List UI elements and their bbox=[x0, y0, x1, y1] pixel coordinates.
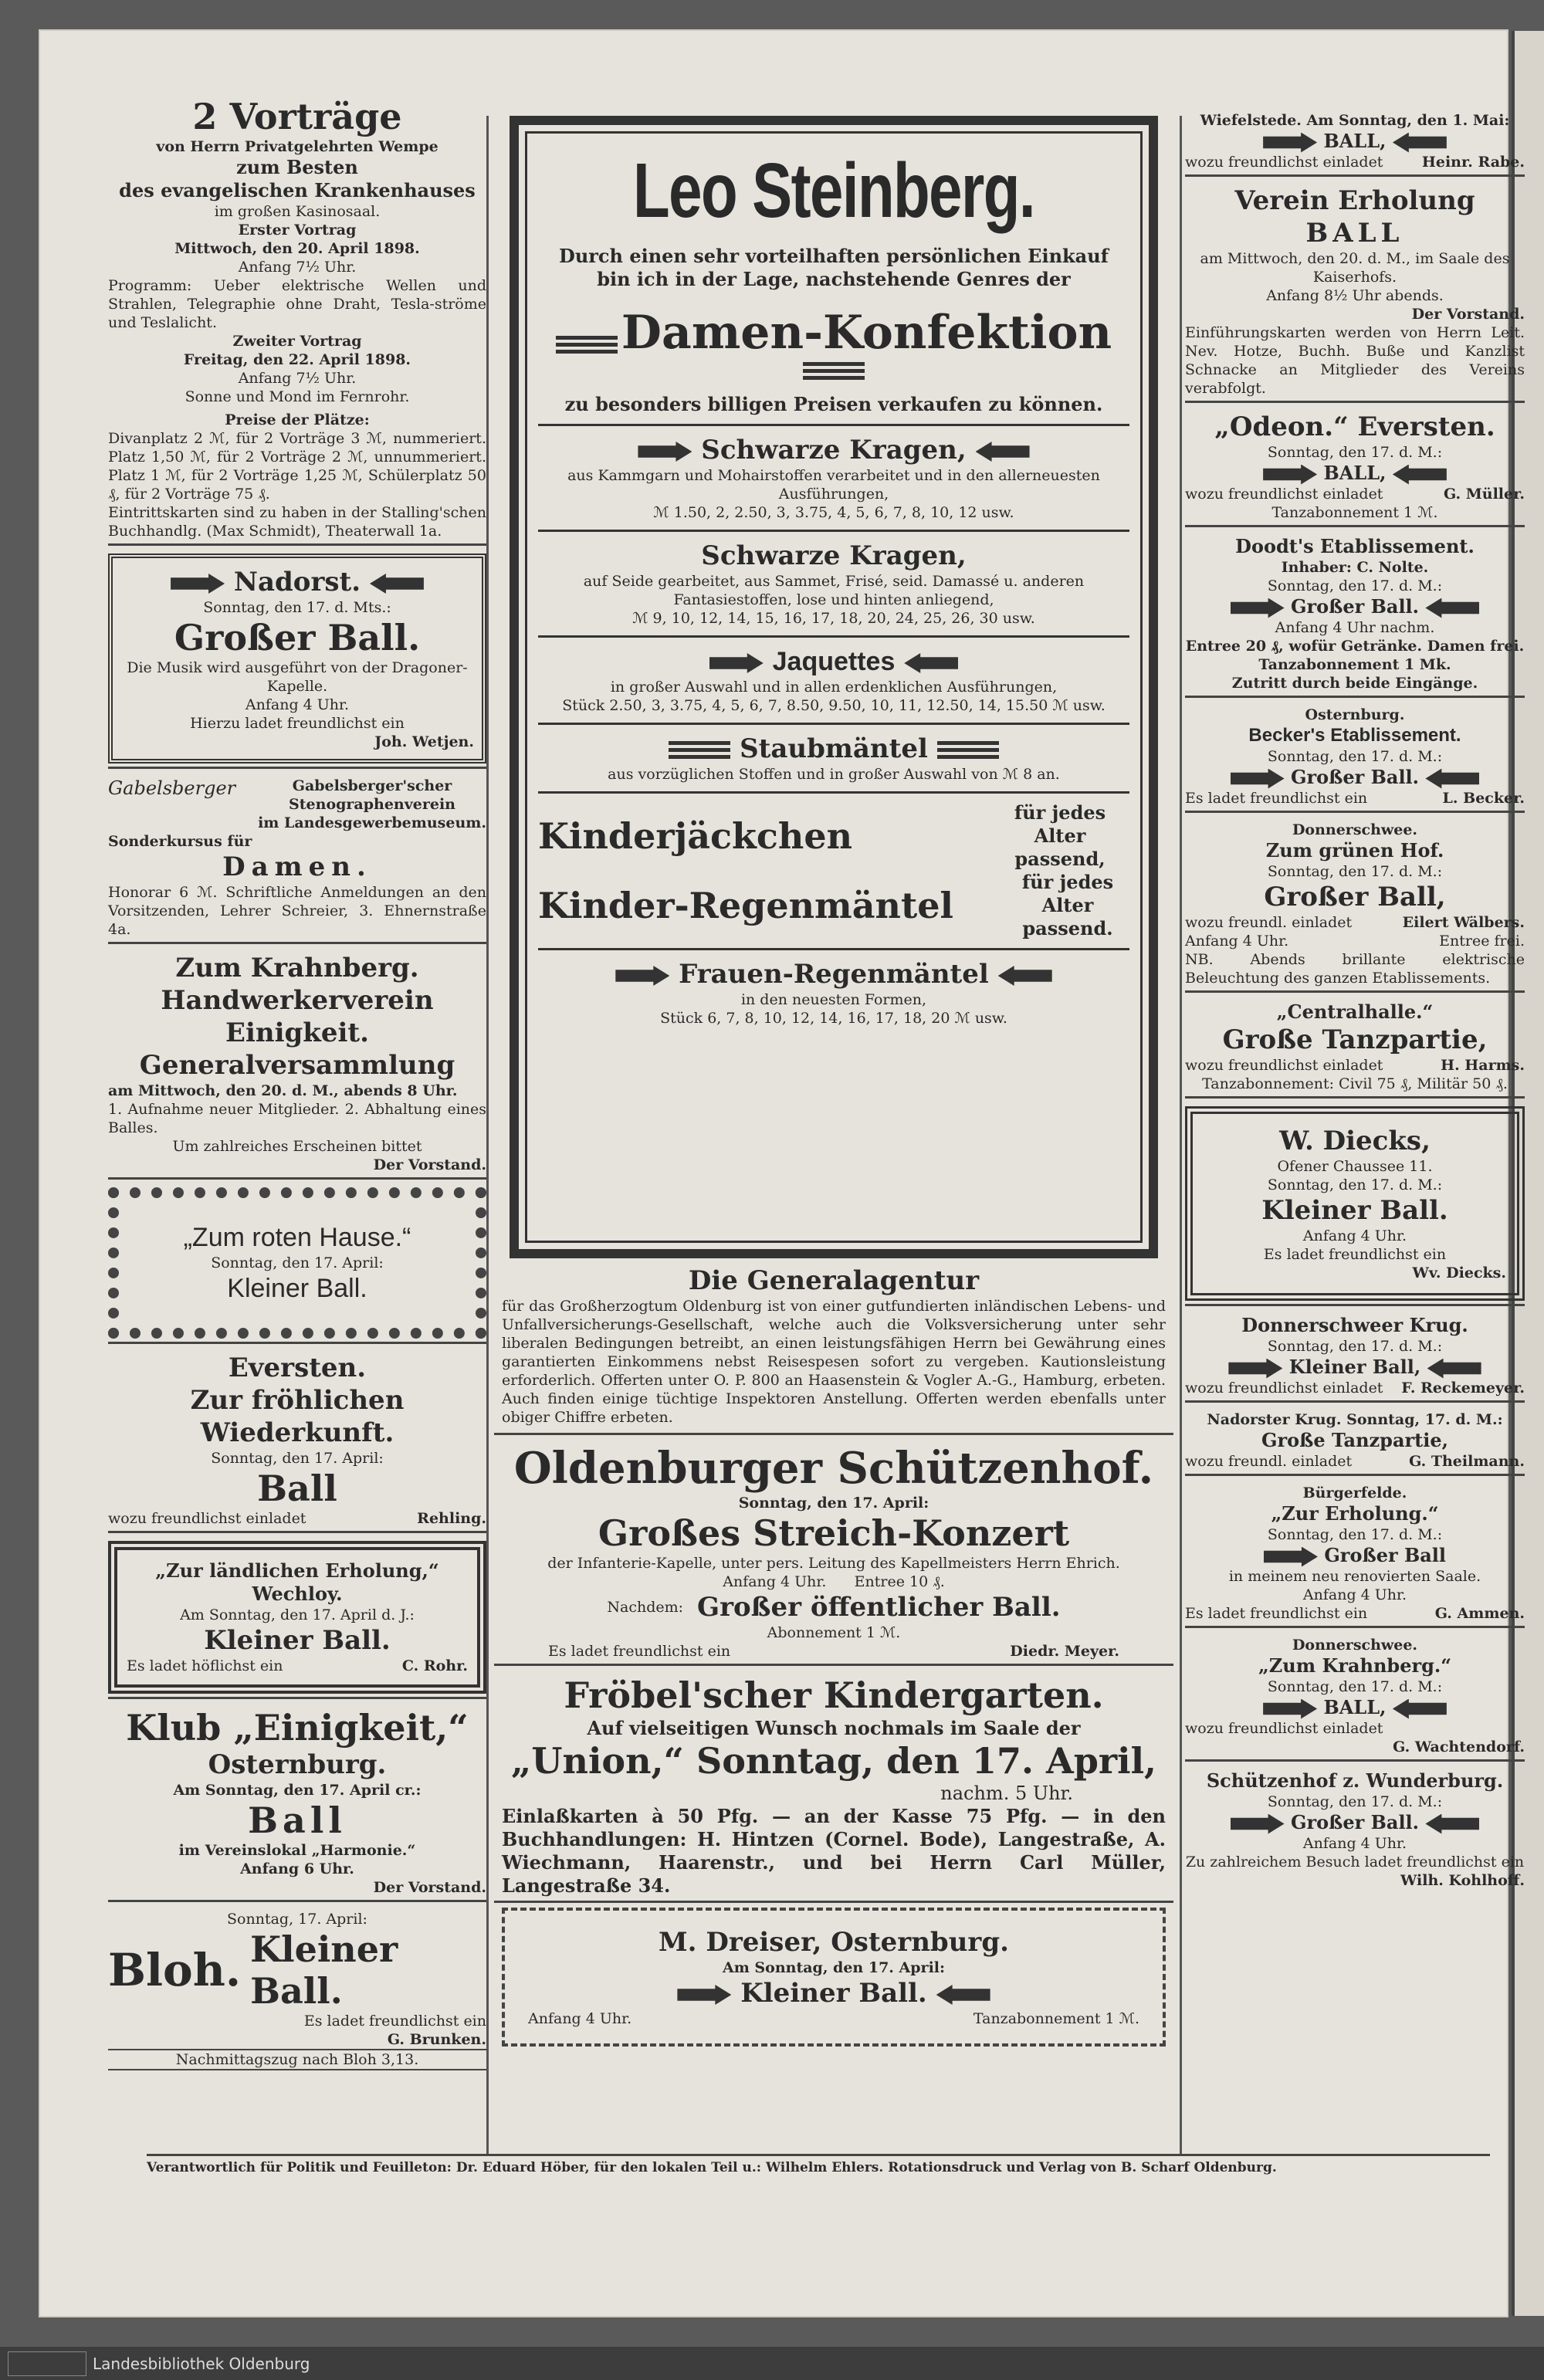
ad-line: Anfang 8½ Uhr abends. bbox=[1266, 287, 1444, 304]
ad-event: Große Tanzpartie, bbox=[1261, 1429, 1448, 1451]
ad-line: Es ladet freundlichst ein bbox=[1263, 1246, 1447, 1263]
library-name: Landesbibliothek Oldenburg bbox=[93, 2355, 310, 2373]
ad-laendlich bbox=[108, 1538, 486, 1699]
shorthand-signature: Gabelsberger bbox=[108, 777, 236, 799]
ad-line: Preise der Plätze: bbox=[225, 411, 370, 428]
ad-line: Entree frei. bbox=[1439, 933, 1525, 950]
ad-line: Entree 10 ₰. bbox=[854, 1573, 945, 1590]
ad-line: Handwerkerverein Einigkeit. bbox=[161, 985, 434, 1048]
ad-event: Ball bbox=[257, 1468, 337, 1509]
ad-event: Großer Ball. bbox=[1290, 1811, 1420, 1833]
ad-wunderburg bbox=[1185, 1766, 1525, 1893]
ad-title: „Zum Krahnberg.“ bbox=[1258, 1654, 1452, 1677]
pointing-hand-icon bbox=[1425, 1814, 1479, 1834]
ad-title: Verein Erholung bbox=[1234, 185, 1475, 216]
ad-froebel bbox=[494, 1671, 1173, 1903]
item-prices: Stück 6, 7, 8, 10, 12, 14, 16, 17, 18, 20 ℳ usw. bbox=[660, 1010, 1007, 1027]
ad-text: Eintrittskarten sind zu haben in der Stalling'schen Buchhandlg. (Max Schmidt), Theaterwall 1a. bbox=[108, 504, 486, 540]
ad-line: Gabelsberger'scher bbox=[292, 777, 452, 794]
ad-text: NB. Abends brillante elektrische Beleuchtung des ganzen Etablissements. bbox=[1185, 951, 1525, 987]
ad-title: „Zur ländlichen Erholung,“ bbox=[155, 1559, 439, 1582]
right-column bbox=[1185, 108, 1525, 1898]
ad-title: W. Diecks, bbox=[1279, 1126, 1431, 1156]
ad-rotenhause bbox=[108, 1184, 486, 1344]
ad-text: Programm: Ueber elektrische Wellen und Strahlen, Telegraphie ohne Draht, Tesla-ströme und Teslalicht. bbox=[108, 277, 486, 331]
ad-line: Zutritt durch beide Eingänge. bbox=[1231, 675, 1478, 692]
ad-event: Großer Ball, bbox=[1264, 882, 1446, 912]
ad-line: Stenographenverein bbox=[289, 796, 455, 813]
column-rule-left bbox=[486, 116, 489, 2154]
item-block bbox=[538, 725, 1129, 794]
pointing-hand-icon bbox=[1393, 465, 1447, 485]
ad-place: Bürgerfelde. bbox=[1302, 1485, 1407, 1501]
ad-event: Großer öffentlicher Ball. bbox=[697, 1592, 1061, 1623]
ad-line: Sonntag, den 17. April: bbox=[211, 1450, 384, 1467]
ad-host: Der Vorstand. bbox=[1411, 306, 1525, 323]
ad-line: Tanzabonnement 1 ℳ. bbox=[1271, 504, 1438, 521]
ad-title: Zum Krahnberg. bbox=[175, 953, 419, 983]
pointing-hand-icon bbox=[936, 1985, 990, 2005]
ad-erholung bbox=[1185, 181, 1525, 403]
pointing-hand-icon bbox=[709, 653, 764, 673]
ad-title: „Zum roten Hause.“ bbox=[183, 1223, 411, 1252]
ad-line: Nachmittagszug nach Bloh 3,13. bbox=[108, 2049, 486, 2070]
ad-line: Erster Vortrag bbox=[238, 222, 357, 239]
ad-host: H. Harms. bbox=[1441, 1057, 1525, 1074]
ad-line: wozu freundlichst einladet bbox=[1185, 486, 1383, 503]
pointing-hand-icon bbox=[677, 1985, 731, 2005]
ad-event: Großer Ball bbox=[1324, 1544, 1447, 1566]
ad-event: Ball bbox=[248, 1799, 347, 1841]
ad-host: G. Theilmann. bbox=[1409, 1453, 1525, 1470]
ad-line: Entree 20 ₰, wofür Getränke. Damen frei. bbox=[1185, 638, 1525, 655]
item-desc: in den neuesten Formen, bbox=[740, 991, 927, 1008]
item-title: Frauen-Regenmäntel bbox=[679, 959, 989, 990]
ad-line: Sonntag, den 17. April: bbox=[738, 1495, 929, 1512]
ad-event: BALL, bbox=[1323, 462, 1387, 484]
ad-host: Rehling. bbox=[417, 1510, 486, 1527]
item-title: Schwarze Kragen, bbox=[701, 540, 967, 571]
item-block-kinder bbox=[538, 794, 1129, 950]
pointing-hand-icon bbox=[1264, 1547, 1318, 1567]
ad-line: Auf vielseitigen Wunsch nochmals im Saale der bbox=[587, 1717, 1081, 1739]
ad-host: G. Ammen. bbox=[1434, 1605, 1525, 1622]
ad-host: G. Müller. bbox=[1443, 486, 1525, 503]
ad-text: Die Musik wird ausgeführt von der Dragoner-Kapelle. bbox=[127, 659, 468, 695]
ad-host: C. Rohr. bbox=[401, 1657, 468, 1674]
ad-line: Anfang 4 Uhr nachm. bbox=[1275, 619, 1435, 636]
ad-title: 2 Vorträge bbox=[192, 96, 402, 137]
ad-line: Zu zahlreichem Besuch ladet freundlichst ein bbox=[1185, 1854, 1525, 1870]
ad-title: Schützenhof z. Wunderburg. bbox=[1206, 1769, 1504, 1792]
pointing-hand-icon bbox=[1228, 1359, 1282, 1379]
ad-title: „Odeon.“ Eversten. bbox=[1214, 411, 1495, 442]
item-title: Schwarze Kragen, bbox=[701, 435, 967, 466]
ad-krahnberg2 bbox=[1185, 1633, 1525, 1762]
ad-title: Klub „Einigkeit,“ bbox=[126, 1707, 469, 1749]
ad-line: wozu freundlichst einladet bbox=[1185, 1720, 1383, 1737]
ad-event: Großer Ball. bbox=[174, 617, 421, 658]
ad-line: Am Sonntag, den 17. April d. J.: bbox=[180, 1606, 415, 1623]
pointing-hand-icon bbox=[1231, 769, 1285, 789]
pointing-hand-icon bbox=[998, 966, 1052, 986]
ad-host: Der Vorstand. bbox=[373, 1156, 486, 1173]
ad-generalagentur bbox=[494, 1258, 1173, 1435]
ad-line: Anfang 4 Uhr. bbox=[528, 2010, 632, 2027]
ad-title: Zum grünen Hof. bbox=[1265, 839, 1444, 862]
ad-line: Sonntag, den 17. d. M.: bbox=[1267, 1793, 1443, 1810]
ad-title: Die Generalagentur bbox=[688, 1265, 980, 1296]
pointing-hand-icon bbox=[615, 966, 669, 986]
ad-line: zum Besten bbox=[236, 156, 358, 178]
ad-event: Damen. bbox=[222, 851, 372, 882]
ad-event: Kleiner Ball. bbox=[1261, 1195, 1448, 1226]
pointing-hand-icon bbox=[370, 574, 424, 594]
ad-schuetzenhof bbox=[494, 1440, 1173, 1666]
ad-place: Eversten. bbox=[228, 1353, 367, 1383]
ad-line: Anfang 4 Uhr. bbox=[723, 1573, 827, 1590]
ad-steno bbox=[108, 774, 486, 944]
ad-title: Leo Steinberg. bbox=[633, 147, 1034, 234]
ad-event: Kleiner Ball. bbox=[227, 1274, 367, 1303]
item-prices: ℳ 1.50, 2, 2.50, 3, 3.75, 4, 5, 6, 7, 8, 10, 12 usw. bbox=[653, 504, 1014, 521]
ad-host: Heinr. Rabe. bbox=[1421, 154, 1525, 171]
ad-host: Joh. Wetjen. bbox=[374, 733, 474, 750]
bars-ornament-icon bbox=[803, 362, 865, 381]
ad-event: BALL bbox=[1305, 218, 1404, 249]
pointing-hand-icon bbox=[1393, 1699, 1447, 1719]
ad-event: Kleiner Ball, bbox=[1288, 1356, 1421, 1378]
ad-line: Abonnement 1 ℳ. bbox=[767, 1624, 901, 1641]
ad-text: zu besonders billigen Preisen verkaufen zu können. bbox=[538, 393, 1129, 426]
ad-eversten bbox=[108, 1349, 486, 1533]
ad-line: Nachdem: bbox=[607, 1599, 684, 1616]
column-rule-right bbox=[1180, 116, 1182, 2154]
item-block bbox=[538, 532, 1129, 638]
pointing-hand-icon bbox=[171, 574, 225, 594]
ad-line: Sonntag, den 17. d. M.: bbox=[1267, 1526, 1443, 1543]
ad-line: Tanzabonnement 1 Mk. bbox=[1258, 656, 1451, 673]
ad-wiefelstede bbox=[1185, 108, 1525, 177]
ad-dreiser bbox=[502, 1908, 1166, 2047]
ad-text: der Infanterie-Kapelle, unter pers. Leitung des Kapellmeisters Herrn Ehrich. bbox=[547, 1555, 1120, 1572]
ad-text: Durch einen sehr vorteilhaften persönlichen Einkauf bin ich in der Lage, nachstehende Genres der bbox=[559, 245, 1109, 290]
ad-line: Es ladet freundlichst ein bbox=[1185, 790, 1368, 807]
ad-title: Becker's Etablissement. bbox=[1248, 725, 1461, 746]
ad-host: G. Brunken. bbox=[387, 2031, 486, 2048]
ad-line: Anfang 4 Uhr. bbox=[1185, 933, 1289, 950]
ad-place: Osternburg. bbox=[1305, 706, 1405, 723]
ad-place: Osternburg. bbox=[208, 1749, 387, 1780]
ad-line: wozu freundl. einladet bbox=[1185, 1453, 1353, 1470]
ad-line: Tanzabonnement: Civil 75 ₰, Militär 50 ₰. bbox=[1202, 1075, 1508, 1092]
pointing-hand-icon bbox=[638, 442, 692, 462]
ad-line: Am Sonntag, den 17. April cr.: bbox=[173, 1782, 422, 1799]
ad-text: Einführungskarten werden von Herrn Leit. Nev. Hotze, Buchh. Buße und Kanzlist Schnacke an Mitglieder des Vereins verabfolgt. bbox=[1185, 324, 1525, 397]
ad-host: G. Wachtendorf. bbox=[1393, 1738, 1525, 1755]
ad-line: Anfang 7½ Uhr. bbox=[238, 370, 357, 387]
ad-buergerfelde bbox=[1185, 1481, 1525, 1628]
ad-line: Inhaber: C. Nolte. bbox=[1281, 559, 1429, 576]
ad-line: des evangelischen Krankenhauses bbox=[119, 179, 476, 201]
ad-line: in meinem neu renovierten Saale. bbox=[1228, 1568, 1481, 1585]
ad-line: Freitag, den 22. April 1898. bbox=[183, 351, 411, 368]
item-title: Staubmäntel bbox=[740, 733, 928, 764]
ad-host: Wv. Diecks. bbox=[1412, 1264, 1506, 1281]
ad-krahnberg bbox=[108, 949, 486, 1180]
ad-event: „Union,“ Sonntag, den 17. April, bbox=[510, 1740, 1157, 1782]
ad-klub bbox=[108, 1704, 486, 1902]
ad-line: Wiefelstede. Am Sonntag, den 1. Mai: bbox=[1200, 112, 1510, 129]
ad-line: Anfang 7½ Uhr. bbox=[238, 259, 357, 276]
ad-host: Der Vorstand. bbox=[373, 1879, 486, 1896]
ad-text: für das Großherzogtum Oldenburg ist von einer gutfundierten inländischen Lebens- und Unfallversicherungs-Gesellschaft, welche auch die Volksversicherung unter sehr liberalen Bedingungen betreibt, an einen leistungsfähigen Herrn bei Gewährung eines garantierten Einkommens nebst Reisespesen sofort zu vergeben. Kautionsleistung erforderlich. Offerten unter O. P. 800 an Haasenstein & Vogler A.-G., Hamburg, erbeten. Auch finden einige tüchtige Inspektoren Anstellung. Offerten werden ebenfalls unter obiger Chiffre erbeten. bbox=[502, 1298, 1166, 1426]
ad-becker bbox=[1185, 702, 1525, 813]
item-title: Kinder-Regenmäntel bbox=[538, 885, 953, 926]
ad-host: Diedr. Meyer. bbox=[1010, 1643, 1119, 1660]
ad-line: Anfang 4 Uhr. bbox=[1302, 1227, 1407, 1244]
ad-title: „Zur Erholung.“ bbox=[1271, 1502, 1439, 1525]
ad-line: Zweiter Vortrag bbox=[232, 333, 362, 350]
ad-line: Sonntag, den 17. d. M.: bbox=[1267, 577, 1443, 594]
ad-event: Großer Ball. bbox=[1290, 595, 1420, 618]
item-desc: in großer Auswahl und in allen erdenklichen Ausführungen, bbox=[610, 679, 1058, 696]
ad-line: Sonntag, den 17. d. M.: bbox=[1267, 1338, 1443, 1355]
ad-line: Mittwoch, den 20. April 1898. bbox=[174, 240, 420, 257]
item-title: Jaquettes bbox=[772, 647, 896, 676]
ad-place: Donnerschwee. bbox=[1292, 821, 1418, 838]
item-title: Kinderjäckchen bbox=[538, 815, 853, 857]
ad-line: im Vereinslokal „Harmonie.“ bbox=[178, 1842, 416, 1859]
ad-event: Kleiner Ball. bbox=[250, 1928, 398, 2012]
ad-centralhalle bbox=[1185, 997, 1525, 1099]
ad-host: L. Becker. bbox=[1442, 790, 1525, 807]
ad-doodt bbox=[1185, 532, 1525, 698]
pointing-hand-icon bbox=[1231, 1814, 1285, 1834]
pointing-hand-icon bbox=[976, 442, 1030, 462]
ad-line: Anfang 4 Uhr. bbox=[1302, 1586, 1407, 1603]
ad-place: Donnerschwee. bbox=[1292, 1637, 1418, 1654]
ad-line: Sonntag, 17. April: bbox=[227, 1911, 367, 1928]
ad-line: Sonntag, den 17. d. Mts.: bbox=[203, 599, 391, 616]
left-column bbox=[108, 93, 486, 2078]
bars-ornament-icon bbox=[937, 741, 999, 760]
ad-diecks bbox=[1185, 1103, 1525, 1306]
ad-line: am Mittwoch, den 20. d. M., abends 8 Uhr. bbox=[108, 1082, 458, 1099]
ad-line: wozu freundlichst einladet bbox=[1185, 154, 1383, 171]
ad-event: Große Tanzpartie, bbox=[1222, 1024, 1488, 1055]
ad-line: am Mittwoch, den 20. d. M., im Saale des Kaiserhofs. bbox=[1200, 250, 1510, 286]
ad-text: 1. Aufnahme neuer Mitglieder. 2. Abhaltung eines Balles. bbox=[108, 1101, 486, 1136]
ad-line: wozu freundlichst einladet bbox=[1185, 1380, 1383, 1397]
pointing-hand-icon bbox=[1263, 1699, 1317, 1719]
item-desc: aus vorzüglichen Stoffen und in großer Auswahl von ℳ 8 an. bbox=[608, 766, 1060, 783]
ad-line: Anfang 4 Uhr. bbox=[1302, 1835, 1407, 1852]
bars-ornament-icon bbox=[556, 336, 618, 354]
ad-line: Tanzabonnement 1 ℳ. bbox=[973, 2010, 1139, 2027]
ad-line: Sonntag, den 17. d. M.: bbox=[1267, 748, 1443, 765]
ad-title: „Centralhalle.“ bbox=[1276, 1000, 1434, 1023]
item-desc: aus Kammgarn und Mohairstoffen verarbeitet und in den allerneuesten Ausführungen, bbox=[567, 467, 1100, 503]
ad-line: wozu freundlichst einladet bbox=[108, 1510, 306, 1527]
pointing-hand-icon bbox=[1425, 598, 1479, 618]
ad-event: Großes Streich-Konzert bbox=[598, 1512, 1070, 1554]
ad-line: Sonderkursus für bbox=[108, 833, 252, 850]
item-desc: für jedes Alter passend. bbox=[1021, 871, 1114, 939]
ad-event: BALL, bbox=[1323, 1696, 1387, 1718]
ad-line: im großen Kasinosaal. bbox=[214, 203, 381, 220]
ad-text: Einlaßkarten à 50 Pfg. — an der Kasse 75 Pfg. — in den Buchhandlungen: H. Hintzen (Cornel. Bode), Langestraße, A. Wiechmann, Haarenstr., und bei Herrn Carl Müller, Langestraße 34. bbox=[502, 1805, 1166, 1897]
ad-title: M. Dreiser, Osternburg. bbox=[659, 1927, 1009, 1958]
ad-text: Honorar 6 ℳ. Schriftliche Anmeldungen an den Vorsitzenden, Lehrer Schreier, 3. Ehnernstraße 4a. bbox=[108, 884, 486, 938]
ad-line: von Herrn Privatgelehrten Wempe bbox=[156, 138, 438, 155]
item-prices: Stück 2.50, 3, 3.75, 4, 5, 6, 7, 8.50, 9.50, 10, 11, 12.50, 14, 15.50 ℳ usw. bbox=[562, 697, 1106, 714]
pointing-hand-icon bbox=[1425, 769, 1479, 789]
middle-column bbox=[494, 93, 1173, 2050]
item-desc: für jedes Alter passend, bbox=[1014, 801, 1106, 870]
item-block bbox=[538, 950, 1129, 1035]
ad-title: Nadorst. bbox=[233, 567, 361, 598]
ad-line: Es ladet freundlichst ein bbox=[303, 2013, 486, 2030]
ad-event: Kleiner Ball. bbox=[204, 1625, 391, 1656]
bars-ornament-icon bbox=[669, 741, 730, 760]
ad-line: Es ladet höflichst ein bbox=[127, 1657, 283, 1674]
ad-line: Am Sonntag, den 17. April: bbox=[722, 1959, 946, 1976]
ad-title: Donnerschweer Krug. bbox=[1241, 1314, 1468, 1336]
ad-event: Generalversammlung bbox=[139, 1050, 455, 1081]
ad-line: Sonntag, den 17. April: bbox=[211, 1254, 384, 1271]
ad-event: Kleiner Ball. bbox=[740, 1978, 927, 2009]
ad-line: Hierzu ladet freundlichst ein bbox=[190, 715, 405, 732]
library-footer bbox=[0, 2347, 1544, 2380]
ad-line: Es ladet freundlichst ein bbox=[548, 1643, 731, 1660]
pointing-hand-icon bbox=[1263, 465, 1317, 485]
ad-gruenerhof bbox=[1185, 818, 1525, 993]
item-desc: auf Seide gearbeitet, aus Sammet, Frisé, seid. Damassé u. anderen Fantasiestoffen, lose und hinten anliegend, bbox=[583, 573, 1085, 608]
ad-line: Anfang 4 Uhr. bbox=[245, 696, 350, 713]
ad-line: Sonne und Mond im Fernrohr. bbox=[185, 388, 410, 405]
ad-host: Wilh. Kohlhoff. bbox=[1400, 1872, 1525, 1889]
ad-bloh bbox=[108, 1907, 486, 2074]
ad-steinberg bbox=[510, 116, 1158, 1258]
ad-line: Sonntag, den 17. d. M.: bbox=[1267, 444, 1443, 461]
ad-line: Ofener Chaussee 11. bbox=[1277, 1158, 1433, 1175]
library-logo-icon bbox=[8, 2351, 86, 2376]
pointing-hand-icon bbox=[1231, 598, 1285, 618]
ad-line: nachm. 5 Uhr. bbox=[940, 1782, 1073, 1804]
ad-line: wozu freundl. einladet bbox=[1185, 914, 1353, 931]
pointing-hand-icon bbox=[1427, 1359, 1481, 1379]
ad-host: Eilert Wälbers. bbox=[1402, 914, 1525, 931]
ad-title: Oldenburger Schützenhof. bbox=[513, 1443, 1154, 1494]
ad-vortraege bbox=[108, 93, 486, 546]
ad-line: Um zahlreiches Erscheinen bittet bbox=[172, 1138, 422, 1155]
item-prices: ℳ 9, 10, 12, 14, 15, 16, 17, 18, 20, 24, 25, 26, 30 usw. bbox=[632, 610, 1035, 627]
ad-place: Bloh. bbox=[108, 1944, 242, 1996]
ad-event: BALL, bbox=[1323, 130, 1387, 152]
ad-line: Nadorster Krug. Sonntag, 17. d. M.: bbox=[1207, 1411, 1503, 1428]
ad-host: F. Reckemeyer. bbox=[1401, 1380, 1525, 1397]
pointing-hand-icon bbox=[1393, 133, 1447, 153]
ad-line: Anfang 6 Uhr. bbox=[240, 1860, 354, 1877]
ad-odeon bbox=[1185, 408, 1525, 527]
ad-title: Zur fröhlichen Wiederkunft. bbox=[190, 1385, 405, 1448]
ad-line: Sonntag, den 17. d. M.: bbox=[1267, 1678, 1443, 1695]
ad-event: Damen-Konfektion bbox=[621, 306, 1112, 360]
credits-line: Verantwortlich für Politik und Feuilleton: Dr. Eduard Höber, für den lokalen Teil u.: Wilhelm Ehlers. Rotationsdruck und Verlag von B. Scharf Oldenburg. bbox=[147, 2154, 1490, 2176]
ad-event: Großer Ball. bbox=[1290, 766, 1420, 788]
ad-line: Sonntag, den 17. d. M.: bbox=[1267, 1176, 1443, 1193]
ad-text: Divanplatz 2 ℳ, für 2 Vorträge 3 ℳ, nummeriert. Platz 1,50 ℳ, für 2 Vorträge 2 ℳ, unnummeriert. Platz 1 ℳ, für 2 Vorträge 1,25 ℳ, Schülerplatz 50 ₰, für 2 Vorträge 75 ₰. bbox=[108, 430, 486, 503]
pointing-hand-icon bbox=[1263, 133, 1317, 153]
ad-title: Doodt's Etablissement. bbox=[1235, 535, 1475, 557]
pointing-hand-icon bbox=[904, 653, 958, 673]
ad-line: Sonntag, den 17. d. M.: bbox=[1267, 863, 1443, 880]
ad-place: Wechloy. bbox=[252, 1583, 343, 1605]
ad-line: im Landesgewerbemuseum. bbox=[258, 814, 486, 831]
ad-title: Fröbel'scher Kindergarten. bbox=[564, 1674, 1104, 1716]
ad-line: wozu freundlichst einladet bbox=[1185, 1057, 1383, 1074]
item-block bbox=[538, 638, 1129, 725]
ad-krug bbox=[1185, 1311, 1525, 1403]
ad-line: Es ladet freundlichst ein bbox=[1185, 1605, 1368, 1622]
ad-nadorsterkrug bbox=[1185, 1407, 1525, 1476]
item-block bbox=[538, 426, 1129, 532]
ad-nadorst bbox=[108, 550, 486, 769]
